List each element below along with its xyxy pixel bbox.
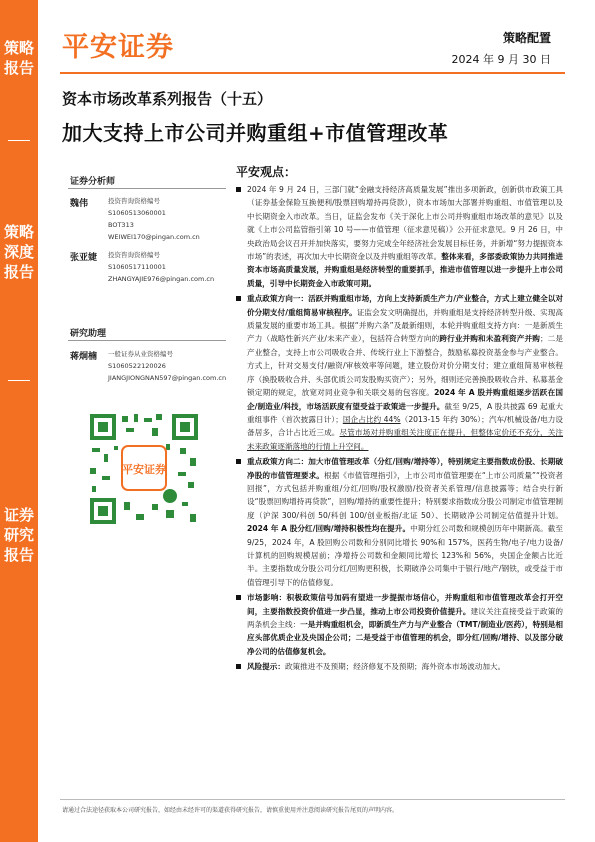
header-rule [60,72,565,74]
footer-disclaimer: 请通过合法途径获取本公司研究报告，如经由未经许可的渠道获得研究报告，请慎重使用并注意阅读研究报告尾页的声明内容。 [62,807,399,814]
view-text: （2013-15 年约 30%）；汽车/机械设备/电力设备居多，合计占比近三成。 [247,414,564,438]
view-bold-text: 跨行业并购和未盈利资产并购 [439,334,540,344]
view-text: 截至 9/25，A 股共披露 69 起重大重组事件（首次披露日计）； [247,401,563,424]
bullet-square-icon [236,296,241,301]
bullet-square-icon [236,595,241,600]
qr-brand-label: 平安证券 [122,463,166,476]
sidebar-label-depth-report: 策略深度报告 [3,223,34,281]
qr-code[interactable] [86,410,202,528]
sidebar-label-securities-research: 证券研究报告 [3,506,34,564]
view-bold-text: 整体来看，多部委政策协力共同推进资本市场高质量发展，并购重组是经济转型的重要抓手，推进市值管理以进一步提升上市公司质量，引导中长期资金入市政策可期。 [247,252,563,288]
report-category: 策略配置 [502,31,551,45]
bullet-square-icon [236,459,241,464]
view-text: 证监会发文明确提出，并购重组是支持经济转型升级、实现高质量发展的重要市场工具。根据“并购六条”及最新细则，本轮并购重组支持方向：一是新质生产力（战略性新兴产业/未来产业），包括符合转型方向的 [247,307,563,344]
view-text: 根据《市值管理指引》，上市公司市值管理要在“上市公司质量”“投资者回报”，方式包括并购重组/分红/回购/股权激励/投资者关系管理/信息披露等；结合央行新设“股票回购增持再贷款”，回购/增持的重要性提升；特别要求指数成分股公司制定市值管理制度（沪深 300/科创 50/科创 100/创业板指/北证 50）、长期破净公司制定估值提升计划。 [247,470,564,520]
view-paragraph-direction-one [236,292,563,453]
view-bold-text: 一是并购重组机会，即新质生产力与产业整合（TMT/制造业/医药），特别是相应头部优质企业及央国企公司；二是受益于市值管理的机会，即分红/回购/增持、以及部分破净公司的估值修复机会。 [247,620,563,656]
sidebar-label-report-type: 策略报告 [3,39,34,77]
analyst-info-line: 投资咨询资格编号 [108,197,160,205]
views-heading: 平安观点： [236,165,297,179]
analyst-info [108,195,200,243]
analyst-info-line: S1060517110001 [108,263,166,271]
view-bold-text: 2024 年 A 股分红/回购/增持积极性均在提升。 [247,524,411,534]
analyst-info [108,249,214,285]
analysts-divider [68,188,226,189]
view-underlined-text: 国企占比约 44% [342,414,401,424]
view-text: 2024 年 9 月 24 日，三部门就“金融支持经济高质量发展”推出多项新政，创新供市政策工具（证券基金保险互换便利/股票回购增持再贷款），资本市场加大部署并购重组、市值管理以及中长期资金入市改革。当日，证监会发布《关于深化上市公司并购重组市场改革的意见》以及就《上市公司监管指引第 10 号——市值管理（征求意见稿）》公开征求意见。9 月 26 日，中央政治局会议召开并加快落实，要努力完成全年经济社会发展目标任务，并新增“努力提振资本市场”的表述，再次加大中长期资金以及并购重组等改革。 [247,185,563,262]
report-date: 2024 年 9 月 30 日 [451,53,551,66]
analyst-email: WEIWEI170@pingan.com.cn [108,233,200,241]
assistant-name: 蒋炯楠 [70,352,98,362]
assistant-divider [68,340,226,341]
sidebar-divider [8,140,30,141]
sidebar-divider [8,380,30,381]
analyst-name: 魏伟 [70,199,89,209]
analysts-heading: 证券分析师 [70,177,116,187]
view-bold-text: 市场影响：积极政策信号加码有望进一步提振市场信心，并购重组和市值管理改革会打开空间，主要指数投资价值进一步凸显，推动上市公司投资价值提升。 [247,593,563,616]
assistant-info [108,348,226,384]
analyst-email: ZHANGYAJIE976@pingan.com.cn [108,275,215,283]
views-section [236,163,563,676]
bullet-square-icon [236,187,241,192]
bullet-square-icon [236,664,241,669]
report-series: 资本市场改革系列报告（十五） [62,90,273,108]
assistant-info-line: S1060522120026 [108,362,166,370]
view-bold-text: 风险提示： [247,662,285,672]
view-bold-text: 重点政策方向一：活跃并购重组市场，方向上支持新质生产力/产业整合，方式上建立健全以对价分期支付/重组简易审核程序。 [247,294,563,317]
view-text: 建议关注直接受益于政策的两条机会主线： [247,606,563,629]
analyst-info-line: S1060513060001 [108,209,166,217]
view-text: 中期分红公司数和规模创历年中期新高。截至 9/25，2024 年，A 股回购公司数和分别同比增长 90%和 157%，医药生物/电子/电力设备/计算机的回购规模居前；净增持公司数和金额同比增长 123%和 56%，央国企金额占比近半。主要指数成分股公司分红/回购更积极，长期破净公司集中于银行/地产/钢铁，或受益于市值管理引导下的估值修复。 [247,524,563,587]
view-underlined-text: 尽管市场对并购重组关注度正在提升，但整体定价还不充分，关注未来政策逐渐落地的行情上升空间。 [247,428,564,451]
analyst-info-line: BOT313 [108,221,134,229]
report-title: 加大支持上市公司并购重组+市值管理改革 [62,121,449,145]
view-paragraph-overview [236,183,563,290]
left-sidebar [0,0,38,842]
view-text: 政策推进不及预期；经济修复不及预期；海外资本市场波动加大。 [284,662,506,672]
analyst-info-line: 投资咨询资格编号 [108,251,160,259]
analyst-name: 张亚婕 [70,253,98,263]
view-bold-text: 2024 年 A 股并购重组逐步活跃在国企/制造业/科技，市场活跃度有望受益于政策进一步提升。 [247,388,563,411]
view-paragraph-risk [236,660,563,673]
view-paragraph-market-impact [236,591,563,658]
assistant-email: JIANGJIONGNAN597@pingan.com.cn [108,374,227,382]
view-text: ；二是产业整合，支持上市公司吸收合并、传统行业上下游整合，鼓励私募投资基金参与产业整合。方式上，针对交易支付/融资/审核效率等问题，建立股份对价分期支付；建立重组简易审核程序（换股吸收合并、头部优质公司发股购买资产）；另外，细则还完善换股吸收合并、私募基金锁定期的规定，放宽对同业竞争和关联交易的包容度。 [247,334,564,398]
assistant-heading: 研究助理 [70,329,107,339]
assistant-info-line: 一般证券从业资格编号 [108,350,173,358]
footer-rule [60,799,565,800]
view-bold-text: 重点政策方向二：加大市值管理改革（分红/回购/增持等），特别规定主要指数成份股、长期破净股的市值管理要求。 [247,457,563,480]
brand-logo: 平安证券 [62,32,174,63]
view-paragraph-direction-two [236,455,563,589]
